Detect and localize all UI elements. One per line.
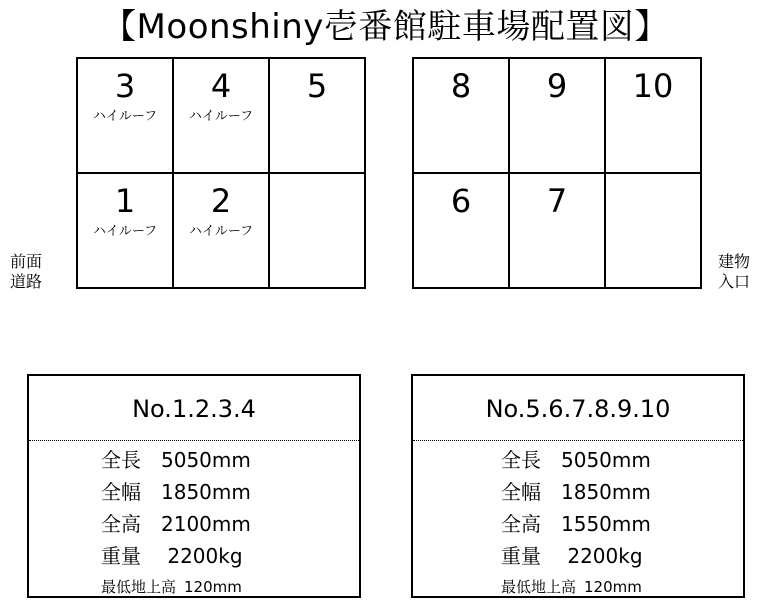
parking-block-left bbox=[76, 57, 366, 289]
slot-number: 8 bbox=[450, 67, 472, 105]
front-road-label bbox=[6, 252, 46, 292]
spec-row-height bbox=[501, 508, 651, 540]
slot-number: 9 bbox=[546, 67, 568, 105]
page-title: 【Moonshiny壱番館駐車場配置図】 bbox=[102, 7, 669, 47]
spec-row-width bbox=[101, 476, 251, 508]
spec-label: 全幅 bbox=[101, 480, 141, 504]
spec-value: 5050mm bbox=[161, 448, 251, 472]
spec-row-length bbox=[501, 444, 651, 476]
spec-label: 最低地上高 bbox=[501, 578, 577, 596]
spec-label: 全長 bbox=[501, 448, 541, 472]
spec-label: 重量 bbox=[501, 544, 541, 568]
parking-slot-2 bbox=[174, 174, 270, 289]
parking-slot-empty-left bbox=[270, 174, 366, 289]
spec-label: 全高 bbox=[501, 512, 541, 536]
spec-title: No.1.2.3.4 bbox=[29, 376, 359, 441]
spec-value: 1850mm bbox=[561, 480, 651, 504]
spec-label: 全幅 bbox=[501, 480, 541, 504]
spec-rows bbox=[501, 444, 651, 602]
parking-slot-5 bbox=[270, 59, 366, 174]
parking-slot-3 bbox=[78, 59, 174, 174]
spec-label: 重量 bbox=[101, 544, 141, 568]
spec-label: 全長 bbox=[101, 448, 141, 472]
parking-slot-10 bbox=[606, 59, 702, 174]
parking-slot-7 bbox=[510, 174, 606, 289]
slot-note: ハイルーフ bbox=[92, 109, 158, 124]
slot-number: 6 bbox=[450, 182, 472, 220]
slot-note: ハイルーフ bbox=[188, 224, 254, 239]
building-entrance-label-line1: 建物 bbox=[717, 252, 750, 271]
spec-row-length bbox=[101, 444, 251, 476]
slot-number: 1 bbox=[114, 182, 136, 220]
building-entrance-label bbox=[714, 252, 754, 292]
front-road-label-line2: 道路 bbox=[9, 272, 42, 291]
slot-note: ハイルーフ bbox=[188, 109, 254, 124]
slot-note: ハイルーフ bbox=[92, 224, 158, 239]
parking-slot-4 bbox=[174, 59, 270, 174]
parking-slot-6 bbox=[414, 174, 510, 289]
parking-slot-empty-right bbox=[606, 174, 702, 289]
spec-row-width bbox=[501, 476, 651, 508]
slot-number: 7 bbox=[546, 182, 568, 220]
spec-value: 2200kg bbox=[561, 544, 643, 568]
spec-label: 最低地上高 bbox=[101, 578, 177, 596]
parking-slot-1 bbox=[78, 174, 174, 289]
slot-number: 5 bbox=[306, 67, 328, 105]
spec-value: 2200kg bbox=[161, 544, 243, 568]
slot-number: 3 bbox=[114, 67, 136, 105]
spec-box-slots-1-4 bbox=[27, 374, 361, 598]
spec-row-height bbox=[101, 508, 251, 540]
spec-box-slots-5-10 bbox=[411, 374, 745, 598]
spec-row-weight bbox=[101, 540, 251, 572]
spec-row-ground-clearance bbox=[501, 572, 651, 602]
spec-rows bbox=[101, 444, 251, 602]
spec-value: 5050mm bbox=[561, 448, 651, 472]
spec-value: 1550mm bbox=[561, 512, 651, 536]
spec-row-weight bbox=[501, 540, 651, 572]
spec-row-ground-clearance bbox=[101, 572, 251, 602]
front-road-label-line1: 前面 bbox=[9, 252, 42, 271]
parking-block-right bbox=[412, 57, 702, 289]
spec-label: 全高 bbox=[101, 512, 141, 536]
building-entrance-label-line2: 入口 bbox=[717, 272, 750, 291]
parking-slot-8 bbox=[414, 59, 510, 174]
parking-slot-9 bbox=[510, 59, 606, 174]
spec-value: 1850mm bbox=[161, 480, 251, 504]
slot-number: 4 bbox=[210, 67, 232, 105]
slot-number: 2 bbox=[210, 182, 232, 220]
spec-value: 120mm bbox=[584, 578, 642, 596]
slot-number: 10 bbox=[632, 67, 674, 105]
spec-title: No.5.6.7.8.9.10 bbox=[413, 376, 743, 441]
spec-value: 2100mm bbox=[161, 512, 251, 536]
spec-value: 120mm bbox=[184, 578, 242, 596]
